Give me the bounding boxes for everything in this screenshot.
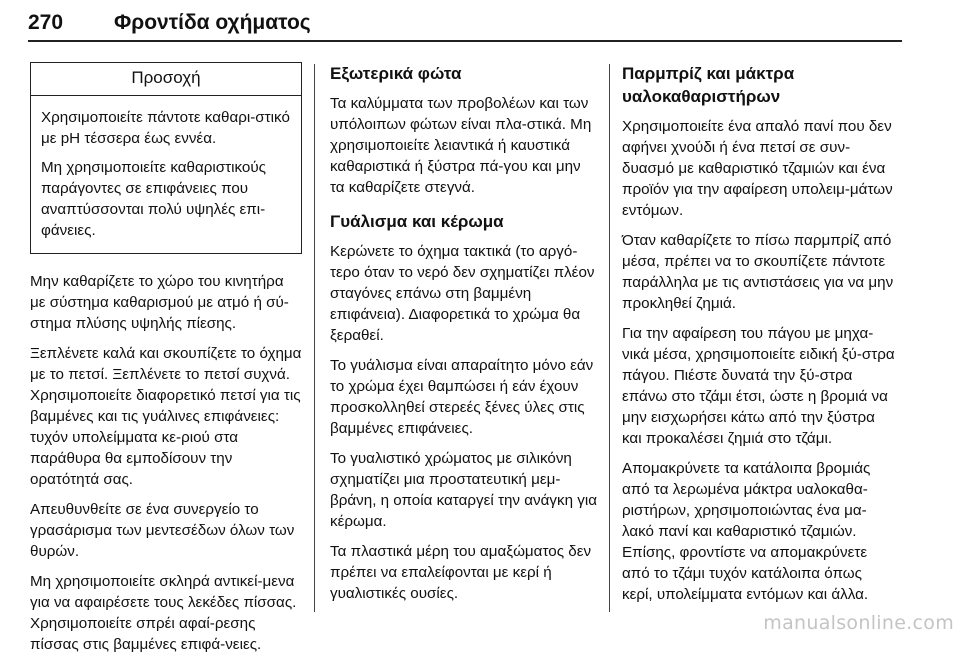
paragraph: Χρησιμοποιείτε ένα απαλό πανί που δεν αφήνει χνούδι ή ένα πετσί σε συν-δυασμό με καθαριστικό τζαμιών και ένα προϊόν για την αφαίρεση υπολειμ-μάτων εντόμων. <box>622 118 893 219</box>
paragraph: Κερώνετε το όχημα τακτικά (το αργό-τερο όταν το νερό δεν σχηματίζει πλέον σταγόνες επάνω στη βαμμένη επιφάνεια). Διαφορετικά το χρώμα θα ξεραθεί. <box>330 243 595 344</box>
column-2 <box>330 62 598 613</box>
paragraph: Μη χρησιμοποιείτε σκληρά αντικεί-μενα για να αφαιρέσετε τους λεκέδες πίσσας. Χρησιμοποιείτε σπρέι αφαί-ρεσης πίσσας στις βαμμένες επιφά-νειες. <box>30 573 297 653</box>
paragraph: Το γυάλισμα είναι απαραίτητο μόνο εάν το χρώμα έχει θαμπώσει ή εάν έχουν προσκολληθεί στερεές ξένες ύλες στις βαμμένες επιφάνειες. <box>330 357 594 437</box>
column-3 <box>622 62 896 614</box>
caution-paragraph: Μη χρησιμοποιείτε καθαριστικούς παράγοντες σε επιφάνειες που αναπτύσσονται πολύ υψηλές επι-φάνειες. <box>41 159 266 239</box>
paragraph: Απευθυνθείτε σε ένα συνεργείο το γρασάρισμα των μεντεσέδων όλων των θυρών. <box>30 501 295 560</box>
page-number: 270 <box>28 11 64 34</box>
paragraph: Απομακρύνετε τα κατάλοιπα βρομιάς από τα λερωμένα μάκτρα υαλοκαθα-ριστήρων, χρησιμοποιώντας ένα μα-λακό πανί και καθαριστικό τζαμιών. Επίσης, φροντίστε να απομακρύνετε από το τζάμι τυχόν κατάλοιπα όπως κερί, υπολείμματα εντόμων και άλλα. <box>622 460 871 603</box>
page-title: Φροντίδα οχήματος <box>114 11 311 34</box>
column-divider <box>314 64 315 612</box>
caution-paragraph: Χρησιμοποιείτε πάντοτε καθαρι-στικό με pH τέσσερα έως εννέα. <box>41 109 290 147</box>
page-header <box>28 8 902 42</box>
paragraph: Το γυαλιστικό χρώματος με σιλικόνη σχηματίζει μια προστατευτική μεμ-βράνη, η οποία καταργεί την ανάγκη για κέρωμα. <box>330 450 597 530</box>
paragraph: Μην καθαρίζετε το χώρο του κινητήρα με σύστημα καθαρισμού με ατμό ή σύ-στημα πλύσης υψηλής πίεσης. <box>30 273 289 332</box>
section-heading: Γυάλισμα και κέρωμα <box>330 212 504 231</box>
caution-box <box>30 62 302 254</box>
column-1 <box>30 62 302 664</box>
column-divider <box>609 64 610 612</box>
paragraph: Ξεπλένετε καλά και σκουπίζετε το όχημα με το πετσί. Ξεπλένετε το πετσί συχνά. Χρησιμοποιείτε διαφορετικό πετσί για τις βαμμένες και τις γυάλινες επιφάνειες: τυχόν υπολείμματα κε-ριού στα παράθυρα θα εμποδίσουν την ορατότητά σας. <box>30 345 302 488</box>
section-heading: Παρμπρίζ και μάκτρα υαλοκαθαριστήρων <box>622 64 795 106</box>
caution-title: Προσοχή <box>31 63 301 96</box>
watermark: manualsonline.com <box>763 612 954 634</box>
paragraph: Τα καλύμματα των προβολέων και των υπόλοιπων φώτων είναι πλα-στικά. Μη χρησιμοποιείτε λειαντικά ή καυστικά καθαριστικά ή ξύστρα πά-γου και μην τα καθαρίζετε στεγνά. <box>330 95 592 196</box>
paragraph: Όταν καθαρίζετε το πίσω παρμπρίζ από μέσα, πρέπει να το σκουπίζετε πάντοτε παράλληλα με τις αντιστάσεις για να μην προκληθεί ζημιά. <box>622 232 894 312</box>
caution-body <box>31 96 301 253</box>
section-heading: Εξωτερικά φώτα <box>330 64 462 83</box>
paragraph: Για την αφαίρεση του πάγου με μηχα-νικά μέσα, χρησιμοποιείτε ειδική ξύ-στρα πάγου. Πιέστε δυνατά την ξύ-στρα επάνω στο τζάμι έτσι, ώστε η βρομιά να μην εισχωρήσει κάτω από την ξύστρα και προκαλέσει ζημιά στο τζάμι. <box>622 325 895 447</box>
paragraph: Τα πλαστικά μέρη του αμαξώματος δεν πρέπει να επαλείφονται με κερί ή γυαλιστικές ουσίες. <box>330 543 592 602</box>
